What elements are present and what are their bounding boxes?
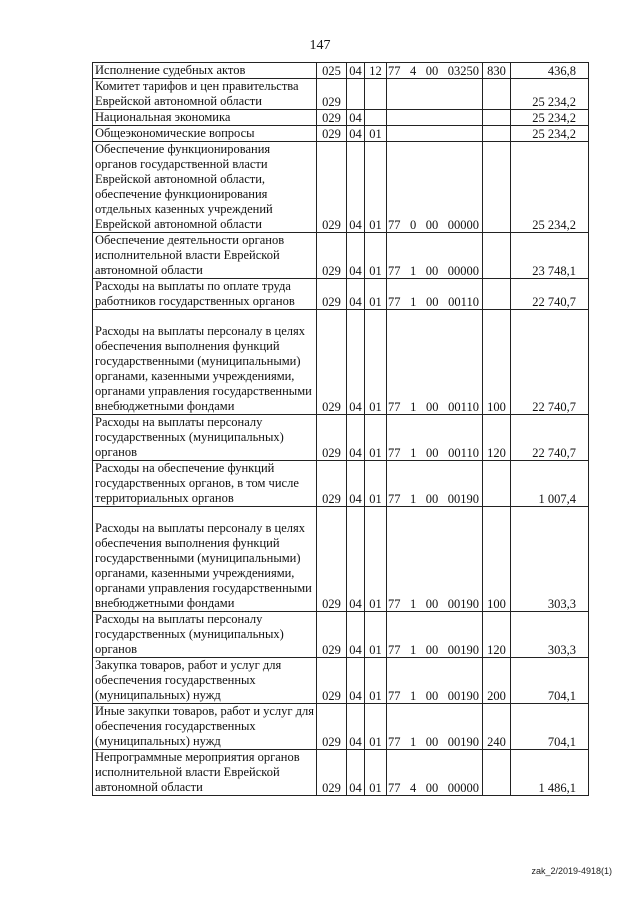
amount-value: 25 234,2 [511,110,589,126]
subsection-code: 12 [365,63,387,79]
expense-type-code [483,461,511,507]
target-article-part: 77 [388,217,401,232]
ministry-code: 029 [317,461,347,507]
amount-value: 704,1 [511,704,589,750]
table-row [93,658,589,704]
target-article-part: 00190 [447,596,479,611]
subsection-code: 01 [365,126,387,142]
expense-type-code: 100 [483,507,511,612]
row-name: Общеэкономические вопросы [93,126,317,142]
table-row [93,233,589,279]
subsection-code: 01 [365,507,387,612]
target-article-part: 00 [425,642,439,657]
table-row [93,507,589,612]
subsection-code: 01 [365,310,387,415]
expense-type-code: 200 [483,658,511,704]
page-number: 147 [309,38,331,53]
subsection-code: 01 [365,704,387,750]
expense-type-code: 120 [483,612,511,658]
ministry-code: 029 [317,415,347,461]
target-article-part: 1 [410,596,417,611]
target-article-part: 4 [410,780,417,795]
target-article-code [387,110,483,126]
target-article-part: 00 [425,263,439,278]
amount-value: 22 740,7 [511,415,589,461]
target-article-part: 1 [410,642,417,657]
section-code: 04 [347,415,365,461]
target-article-part: 1 [410,294,417,309]
amount-value: 23 748,1 [511,233,589,279]
target-article-code [387,233,483,279]
target-article-part: 1 [410,445,417,460]
row-name: Расходы на выплаты по оплате труда работников государственных органов [93,279,317,310]
ministry-code: 029 [317,126,347,142]
expense-type-code [483,233,511,279]
row-name: Закупка товаров, работ и услуг для обеспечения государственных (муниципальных) нужд [93,658,317,704]
ministry-code: 029 [317,612,347,658]
ministry-code: 025 [317,63,347,79]
amount-value: 22 740,7 [511,279,589,310]
amount-value: 25 234,2 [511,142,589,233]
section-code: 04 [347,310,365,415]
target-article-code [387,279,483,310]
row-name: Обеспечение функционирования органов государственной власти Еврейской автономной области, обеспечение функционирования отдельных казенных учреждений Еврейской автономной области [93,142,317,233]
target-article-code [387,704,483,750]
expense-type-code [483,126,511,142]
section-code: 04 [347,461,365,507]
table-row [93,704,589,750]
amount-value: 303,3 [511,612,589,658]
target-article-part: 00 [425,491,439,506]
target-article-part: 00110 [448,399,479,414]
row-name: Расходы на выплаты персоналу в целях обеспечения выполнения функций государственными (муниципальными) органами, казенными учреждениями, органами управления государственными внебюджетными фондами [93,310,317,415]
target-article-part: 1 [410,688,417,703]
target-article-code [387,79,483,110]
target-article-part: 1 [410,263,417,278]
budget-table [92,62,589,796]
table-row [93,279,589,310]
section-code: 04 [347,63,365,79]
section-code: 04 [347,110,365,126]
row-name: Иные закупки товаров, работ и услуг для обеспечения государственных (муниципальных) нужд [93,704,317,750]
budget-table-body [93,63,589,796]
target-article-part: 1 [410,399,417,414]
ministry-code: 029 [317,658,347,704]
target-article-part: 77 [388,688,401,703]
target-article-part: 00110 [448,294,479,309]
target-article-code [387,142,483,233]
subsection-code [365,79,387,110]
target-article-part: 00000 [447,217,479,232]
row-name: Исполнение судебных актов [93,63,317,79]
target-article-part: 77 [388,445,401,460]
ministry-code: 029 [317,279,347,310]
row-name: Непрограммные мероприятия органов исполнительной власти Еврейской автономной области [93,750,317,796]
expense-type-code [483,279,511,310]
row-name: Национальная экономика [93,110,317,126]
subsection-code: 01 [365,279,387,310]
table-row [93,461,589,507]
ministry-code: 029 [317,110,347,126]
amount-value: 436,8 [511,63,589,79]
table-row [93,415,589,461]
amount-value: 704,1 [511,658,589,704]
subsection-code: 01 [365,750,387,796]
target-article-code [387,507,483,612]
section-code [347,79,365,110]
target-article-code [387,310,483,415]
amount-value: 1 007,4 [511,461,589,507]
target-article-code [387,415,483,461]
row-name: Расходы на обеспечение функций государственных органов, в том числе территориальных органов [93,461,317,507]
expense-type-code [483,110,511,126]
table-row [93,79,589,110]
ministry-code: 029 [317,142,347,233]
row-name: Расходы на выплаты персоналу в целях обеспечения выполнения функций государственными (муниципальными) органами, казенными учреждениями, органами управления государственными внебюджетными фондами [93,507,317,612]
ministry-code: 029 [317,507,347,612]
table-row [93,612,589,658]
target-article-part: 00110 [448,445,479,460]
target-article-part: 03250 [447,63,479,78]
target-article-part: 00190 [447,642,479,657]
amount-value: 22 740,7 [511,310,589,415]
target-article-part: 00000 [447,263,479,278]
target-article-code [387,63,483,79]
section-code: 04 [347,750,365,796]
target-article-part: 00 [425,780,439,795]
subsection-code: 01 [365,142,387,233]
target-article-code [387,126,483,142]
row-name: Комитет тарифов и цен правительства Еврейской автономной области [93,79,317,110]
target-article-part: 77 [388,491,401,506]
section-code: 04 [347,507,365,612]
ministry-code: 029 [317,310,347,415]
section-code: 04 [347,233,365,279]
subsection-code: 01 [365,461,387,507]
target-article-part: 00000 [447,780,479,795]
expense-type-code [483,750,511,796]
target-article-part: 77 [388,263,401,278]
subsection-code: 01 [365,658,387,704]
expense-type-code: 830 [483,63,511,79]
target-article-part: 00 [426,399,439,414]
expense-type-code [483,79,511,110]
target-article-part: 1 [410,734,417,749]
section-code: 04 [347,142,365,233]
table-row [93,310,589,415]
table-row [93,63,589,79]
table-row [93,110,589,126]
subsection-code: 01 [365,233,387,279]
amount-value: 25 234,2 [511,79,589,110]
table-row [93,126,589,142]
amount-value: 25 234,2 [511,126,589,142]
target-article-part: 4 [410,63,417,78]
subsection-code: 01 [365,415,387,461]
ministry-code: 029 [317,750,347,796]
subsection-code: 01 [365,612,387,658]
document-code: zak_2/2019-4918(1) [531,866,612,876]
target-article-part: 00 [425,63,439,78]
target-article-part: 77 [388,294,401,309]
row-name: Расходы на выплаты персоналу государственных (муниципальных) органов [93,612,317,658]
target-article-part: 00190 [447,734,479,749]
target-article-part: 00 [425,734,439,749]
target-article-part: 0 [410,217,417,232]
target-article-part: 00190 [447,491,479,506]
ministry-code: 029 [317,233,347,279]
section-code: 04 [347,126,365,142]
subsection-code [365,110,387,126]
section-code: 04 [347,704,365,750]
ministry-code: 029 [317,79,347,110]
amount-value: 303,3 [511,507,589,612]
target-article-part: 00 [425,217,439,232]
target-article-part: 77 [388,399,401,414]
ministry-code: 029 [317,704,347,750]
expense-type-code: 120 [483,415,511,461]
target-article-part: 00 [426,445,439,460]
target-article-part: 77 [388,596,401,611]
table-row [93,142,589,233]
section-code: 04 [347,658,365,704]
target-article-part: 1 [410,491,417,506]
target-article-part: 77 [388,63,401,78]
target-article-code [387,612,483,658]
target-article-part: 77 [388,780,401,795]
target-article-code [387,750,483,796]
target-article-code [387,658,483,704]
target-article-part: 00 [425,688,439,703]
amount-value: 1 486,1 [511,750,589,796]
target-article-code [387,461,483,507]
target-article-part: 77 [388,734,401,749]
expense-type-code: 100 [483,310,511,415]
expense-type-code [483,142,511,233]
row-name: Расходы на выплаты персоналу государственных (муниципальных) органов [93,415,317,461]
row-name: Обеспечение деятельности органов исполнительной власти Еврейской автономной области [93,233,317,279]
target-article-part: 77 [388,642,401,657]
section-code: 04 [347,279,365,310]
target-article-part: 00 [426,294,439,309]
target-article-part: 00190 [447,688,479,703]
table-row [93,750,589,796]
section-code: 04 [347,612,365,658]
expense-type-code: 240 [483,704,511,750]
target-article-part: 00 [425,596,439,611]
